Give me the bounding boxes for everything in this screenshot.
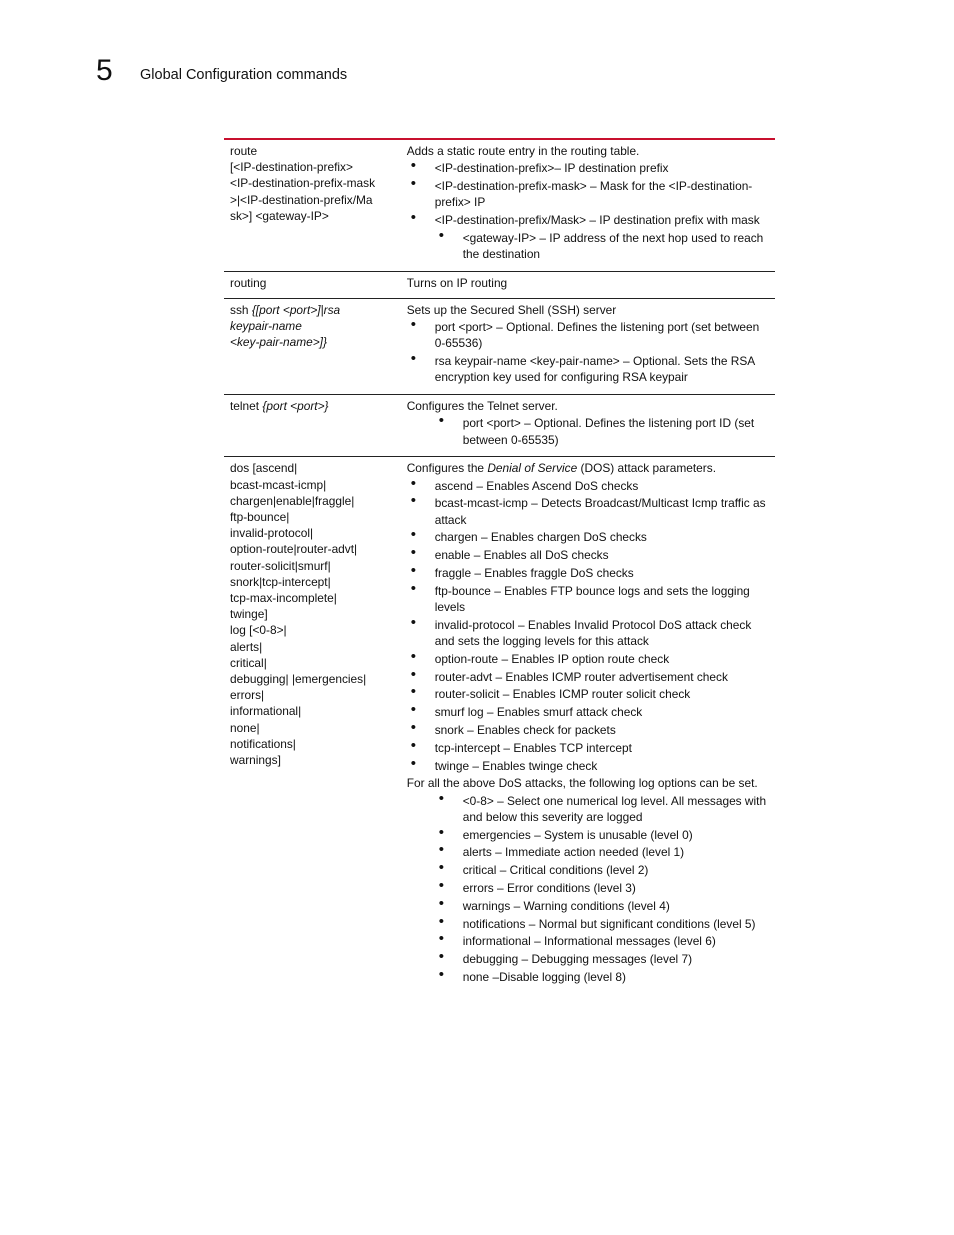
command-line: snork|tcp-intercept| [230,574,331,589]
command-keyword: ssh [230,303,252,317]
command-cell-routing [224,271,395,298]
description-cell-routing [395,271,775,298]
table-row-dos [224,457,775,994]
command-line: ftp-bounce| [230,510,290,525]
bullet-list [407,319,771,385]
command-line: alerts| [230,639,263,654]
list-item: • alerts – Immediate action needed (level 1) [463,844,771,860]
command-line: dos [ascend| [230,461,298,476]
list-item: • notifications – Normal but significant conditions (level 5) [463,916,771,932]
bullet-list [407,160,771,228]
command-line: routing [230,275,267,290]
list-item: • option-route – Enables IP option route check [435,651,771,667]
list-item: • <IP-destination-prefix-mask> – Mask for the <IP-destination-prefix> IP [435,178,771,210]
list-item: • port <port> – Optional. Defines the listening port ID (set between 0-65535) [463,415,771,447]
list-item: • router-advt – Enables ICMP router advertisement check [435,669,771,685]
intro-term: Denial of Service [487,461,578,476]
description-cell-telnet [395,395,775,457]
command-keyword: telnet [230,399,263,414]
log-options-intro: For all the above DoS attacks, the following log options can be set. [406,776,758,791]
intro-text: Configures the [406,461,488,476]
list-item: • fraggle – Enables fraggle DoS checks [435,565,771,581]
list-item: • emergencies – System is unusable (level 0) [463,827,771,843]
command-line: >|<IP-destination-prefix/Ma [230,192,373,207]
bullet-list-nested [407,230,771,262]
command-line: <IP-destination-prefix-mask [230,176,376,191]
list-item: • bcast-mcast-icmp – Detects Broadcast/Multicast Icmp traffic as attack [435,495,771,527]
command-params: {[port <port>]|rsa [251,303,341,317]
command-line: <key-pair-name>]} [230,335,327,350]
command-line: debugging| |emergencies| [230,672,367,687]
command-line: log [<0-8>| [230,623,287,638]
list-item: • twinge – Enables twinge check [435,758,771,774]
command-line: none| [230,720,260,735]
command-line: [<IP-destination-prefix> [230,160,353,175]
table-row-route [224,139,775,271]
description-cell-route [395,139,775,271]
command-cell-dos [224,457,395,994]
chapter-title: Global Configuration commands [140,67,348,83]
description-intro [407,460,771,476]
command-line: warnings] [230,753,281,768]
list-item: • none –Disable logging (level 8) [463,969,771,985]
bullet-list [407,478,771,774]
description-cell-ssh [395,299,775,395]
command-line: errors| [230,688,265,703]
intro-text: (DOS) attack parameters. [577,461,716,476]
command-cell-ssh [224,299,395,395]
command-params: {port <port>} [262,399,329,414]
list-item: • enable – Enables all DoS checks [435,547,771,563]
command-line: invalid-protocol| [230,526,314,541]
command-line: bcast-mcast-icmp| [230,477,327,492]
list-item: • <gateway-IP> – IP address of the next hop used to reach the destination [463,230,771,262]
command-cell-telnet [224,395,395,457]
command-line: chargen|enable|fraggle| [230,493,355,508]
list-item: • ftp-bounce – Enables FTP bounce logs and sets the logging levels [435,583,771,615]
command-line: twinge] [230,607,268,622]
description-intro: Adds a static route entry in the routing table. [406,144,640,158]
chapter-number: 5 [96,54,113,87]
command-cell-route [224,139,395,271]
command-line: sk>] <gateway-IP> [230,208,329,223]
command-line: tcp-max-incomplete| [230,591,337,606]
description-cell-dos [395,457,775,994]
command-line: route [230,144,258,158]
command-line: router-solicit|smurf| [230,558,331,573]
table-row-telnet [224,395,775,457]
table-row-ssh [224,299,775,395]
bullet-list-nested [407,793,771,986]
command-line: notifications| [230,736,296,751]
list-item: • errors – Error conditions (level 3) [463,880,771,896]
list-item: • <0-8> – Select one numerical log level. All messages with and below this severity are logged [463,793,771,825]
list-item: • router-solicit – Enables ICMP router solicit check [435,686,771,702]
list-item: • <IP-destination-prefix/Mask> – IP destination prefix with mask [435,212,771,228]
description-intro: Configures the Telnet server. [406,399,558,414]
list-item: • warnings – Warning conditions (level 4) [463,898,771,914]
description-intro: Turns on IP routing [406,275,508,290]
list-item: • tcp-intercept – Enables TCP intercept [435,740,771,756]
list-item: • critical – Critical conditions (level 2) [463,862,771,878]
bullet-list-nested [407,415,771,447]
list-item: • <IP-destination-prefix>– IP destination prefix [435,160,771,176]
command-line: option-route|router-advt| [230,542,358,557]
table-row-routing [224,271,775,298]
list-item: • port <port> – Optional. Defines the listening port (set between 0-65536) [435,319,771,351]
list-item: • invalid-protocol – Enables Invalid Protocol DoS attack check and sets the logging levels for this attack [435,617,771,649]
list-item: • ascend – Enables Ascend DoS checks [435,478,771,494]
command-line: critical| [230,655,267,670]
list-item: • chargen – Enables chargen DoS checks [435,529,771,545]
list-item: • debugging – Debugging messages (level 7) [463,951,771,967]
list-item: • smurf log – Enables smurf attack check [435,704,771,720]
list-item: • informational – Informational messages (level 6) [463,933,771,949]
command-line: keypair-name [230,319,302,334]
command-line: informational| [230,704,302,719]
command-table [224,138,775,994]
command-line [230,302,389,318]
list-item: • snork – Enables check for packets [435,722,771,738]
command-line [230,398,389,414]
description-intro: Sets up the Secured Shell (SSH) server [406,303,617,317]
list-item: • rsa keypair-name <key-pair-name> – Optional. Sets the RSA encryption key used for configuring RSA keypair [435,353,771,385]
